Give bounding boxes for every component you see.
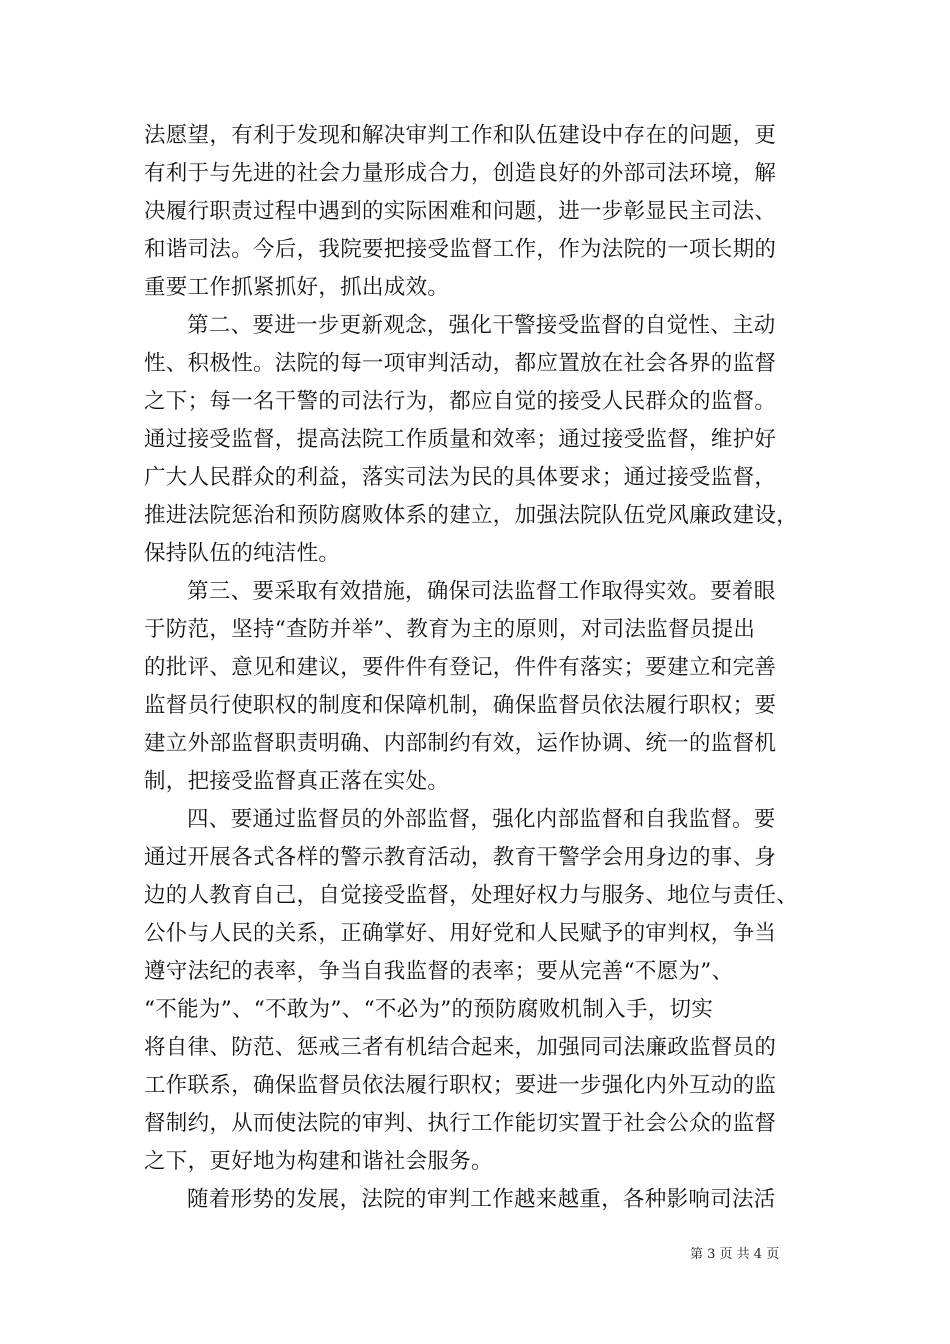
paragraph-3-first-line: 第三、要采取有效措施，确保司法监督工作取得实效。要着眼 xyxy=(187,579,776,604)
paragraph-4-first-line: 四、要通过监督员的外部监督，强化内部监督和自我监督。要 xyxy=(187,807,776,832)
body-line-23: 遵守法纪的表率，争当自我监督的表率；要从完善“不愿为”、 xyxy=(144,959,734,984)
body-line-5: 重要工作抓紧抓好，抓出成效。 xyxy=(144,275,450,300)
paragraph-5-first-line: 随着形势的发展，法院的审判工作越来越重，各种影响司法活 xyxy=(187,1187,776,1212)
body-line-25: 将自律、防范、惩戒三者有机结合起来，加强同司法廉政监督员的 xyxy=(144,1035,777,1060)
body-line-24: “不能为”、“不敢为”、“不必为”的预防腐败机制入手，切实 xyxy=(144,997,714,1022)
body-line-16: 监督员行使职权的制度和保障机制，确保监督员依法履行职权；要 xyxy=(144,693,777,718)
body-line-15: 的批评、意见和建议，要件件有登记，件件有落实；要建立和完善 xyxy=(144,655,777,680)
body-line-7: 性、积极性。法院的每一项审判活动，都应置放在社会各界的监督 xyxy=(144,351,777,376)
body-line-20: 通过开展各式各样的警示教育活动，教育干警学会用身边的事、身 xyxy=(144,845,777,870)
body-line-26: 工作联系，确保监督员依法履行职权；要进一步强化内外互动的监 xyxy=(144,1073,777,1098)
paragraph-2-first-line: 第二、要进一步更新观念，强化干警接受监督的自觉性、主动 xyxy=(187,313,776,338)
body-line-18: 制，把接受监督真正落在实处。 xyxy=(144,769,450,794)
body-line-11: 推进法院惩治和预防腐败体系的建立，加强法院队伍党风廉政建设， xyxy=(144,503,799,528)
body-line-21: 边的人教育自己，自觉接受监督，处理好权力与服务、地位与责任、 xyxy=(144,883,799,908)
body-line-27: 督制约，从而使法院的审判、执行工作能切实置于社会公众的监督 xyxy=(144,1111,777,1136)
page-number-footer: 第 3 页 共 4 页 xyxy=(690,1247,780,1262)
body-line-12: 保持队伍的纯洁性。 xyxy=(144,541,341,566)
body-line-28: 之下，更好地为构建和谐社会服务。 xyxy=(144,1149,493,1174)
body-line-14: 于防范，坚持“查防并举”、教育为主的原则，对司法监督员提出 xyxy=(144,617,756,642)
body-line-8: 之下；每一名干警的司法行为，都应自觉的接受人民群众的监督。 xyxy=(144,389,777,414)
body-line-22: 公仆与人民的关系，正确掌好、用好党和人民赋予的审判权，争当 xyxy=(144,921,777,946)
body-line-4: 和谐司法。今后，我院要把接受监督工作，作为法院的一项长期的 xyxy=(144,237,777,262)
body-line-3: 决履行职责过程中遇到的实际困难和问题，进一步彰显民主司法、 xyxy=(144,199,777,224)
body-line-9: 通过接受监督，提高法院工作质量和效率；通过接受监督，维护好 xyxy=(144,427,777,452)
body-line-2: 有利于与先进的社会力量形成合力，创造良好的外部司法环境，解 xyxy=(144,161,777,186)
body-line-17: 建立外部监督职责明确、内部制约有效，运作协调、统一的监督机 xyxy=(144,731,777,756)
body-line-10: 广大人民群众的利益，落实司法为民的具体要求；通过接受监督， xyxy=(144,465,777,490)
body-line-1: 法愿望，有利于发现和解决审判工作和队伍建设中存在的问题，更 xyxy=(144,123,777,148)
